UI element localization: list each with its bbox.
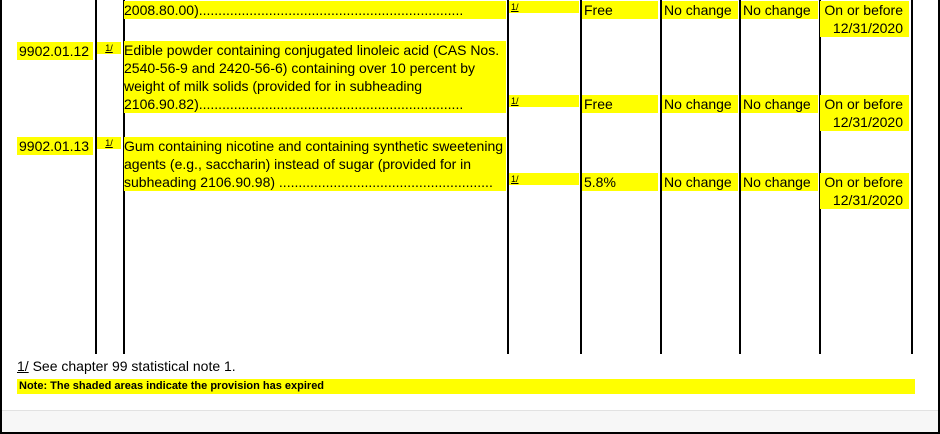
rate-of-duty: Free [582, 1, 658, 19]
rate-footnote-link[interactable]: 1/ [509, 95, 579, 107]
rate-footnote-link[interactable]: 1/ [509, 173, 579, 185]
expiry-date: On or before 12/31/2020 [820, 1, 909, 37]
rate-of-duty: Free [582, 95, 658, 113]
expiry-date: On or before 12/31/2020 [820, 95, 909, 131]
column-1-value: No change [662, 95, 738, 113]
footnote [17, 357, 236, 375]
column-2-value: No change [741, 1, 818, 19]
footnote-ref-link[interactable]: 1/ [97, 137, 121, 149]
footnote-ref-link[interactable]: 1/ [97, 42, 121, 54]
hts-number: 9902.01.12 [17, 42, 93, 60]
column-divider [911, 0, 913, 354]
article-description: Gum containing nicotine and containing synthetic sweetening agents (e.g., saccharin) instead of sugar (provided for in subheading 2106.90.98) ....................................................... [124, 137, 506, 191]
page-bottom-bar [2, 410, 938, 432]
column-1-value: No change [662, 173, 738, 191]
column-2-value: No change [741, 95, 818, 113]
column-2-value: No change [741, 173, 818, 191]
footnote-text: See chapter 99 statistical note 1. [28, 358, 236, 374]
footnote-marker: 1/ [17, 358, 29, 374]
expiry-date: On or before 12/31/2020 [820, 173, 909, 209]
article-description: Edible powder containing conjugated linoleic acid (CAS Nos. 2540-56-9 and 2420-56-6) containing over 10 percent by weight of milk solids (provided for in subheading 2106.90.82).................................................................... [124, 41, 506, 113]
expired-note: Note: The shaded areas indicate the provision has expired [17, 379, 915, 394]
description-line: 2008.80.00).................................................................... [124, 1, 506, 19]
rate-of-duty: 5.8% [582, 173, 658, 191]
hts-number: 9902.01.13 [17, 137, 93, 155]
column-1-value: No change [662, 1, 738, 19]
rate-footnote-link[interactable]: 1/ [509, 1, 579, 13]
tariff-row-continuation [124, 1, 506, 19]
